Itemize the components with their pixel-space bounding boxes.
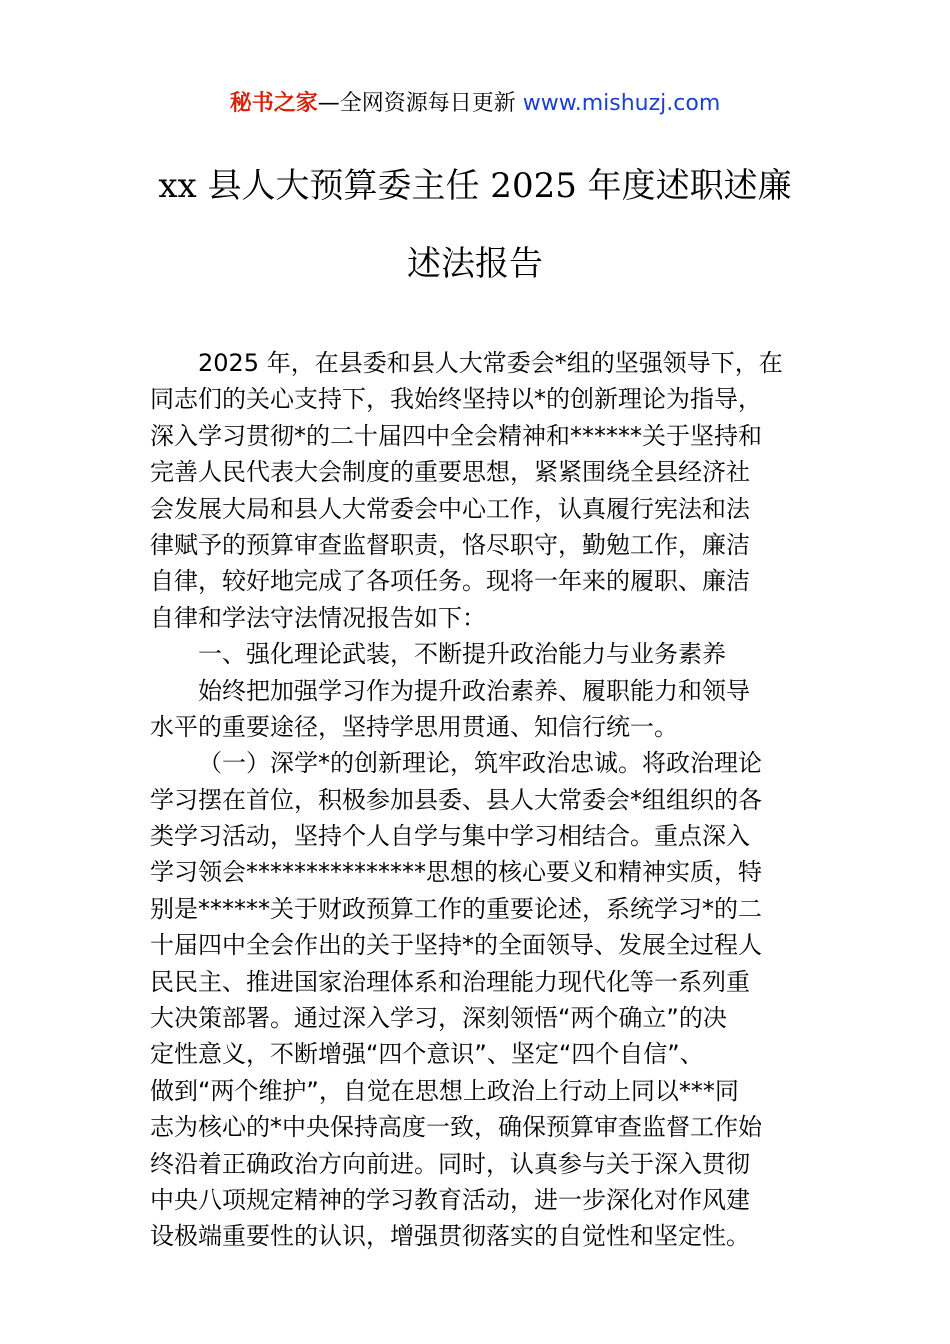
body-line: 类学习活动，坚持个人自学与集中学习相结合。重点深入 bbox=[150, 822, 750, 851]
site-url-link[interactable]: www.mishuzj.com bbox=[522, 91, 721, 116]
body-line: 中央八项规定精神的学习教育活动，进一步深化对作风建 bbox=[150, 1185, 750, 1214]
body-line: 律赋予的预算审查监督职责，恪尽职守，勤勉工作，廉洁 bbox=[150, 530, 750, 559]
body-line: 学习摆在首位，积极参加县委、县人大常委会*组组织的各 bbox=[150, 785, 762, 814]
body-line: 学习领会***************思想的核心要义和精神实质，特 bbox=[150, 858, 762, 887]
body-line: 会发展大局和县人大常委会中心工作，认真履行宪法和法 bbox=[150, 494, 750, 523]
body-line: 始终把加强学习作为提升政治素养、履职能力和领导 bbox=[198, 676, 750, 705]
document-body bbox=[150, 345, 808, 1255]
body-line: 民民主、推进国家治理体系和治理能力现代化等一系列重 bbox=[150, 967, 750, 996]
section-heading: 一、强化理论武装，不断提升政治能力与业务素养 bbox=[198, 640, 726, 669]
body-line: 大决策部署。通过深入学习，深刻领悟“两个确立”的决 bbox=[150, 1004, 727, 1033]
document-title bbox=[100, 160, 850, 290]
body-line: 终沿着正确政治方向前进。同时，认真参与关于深入贯彻 bbox=[150, 1149, 750, 1178]
site-header bbox=[0, 88, 950, 120]
body-line: 水平的重要途径，坚持学思用贯通、知信行统一。 bbox=[150, 712, 678, 741]
body-line: 深入学习贯彻*的二十届四中全会精神和******关于坚持和 bbox=[150, 421, 762, 450]
body-line: 别是******关于财政预算工作的重要论述，系统学习*的二 bbox=[150, 894, 762, 923]
body-line: 完善人民代表大会制度的重要思想，紧紧围绕全县经济社 bbox=[150, 458, 750, 487]
site-brand: 秘书之家 bbox=[229, 91, 318, 116]
body-line: 志为核心的*中央保持高度一致，确保预算审查监督工作始 bbox=[150, 1113, 762, 1142]
body-line: 十届四中全会作出的关于坚持*的全面领导、发展全过程人 bbox=[150, 931, 762, 960]
body-line: 设极端重要性的认识，增强贯彻落实的自觉性和坚定性。 bbox=[150, 1222, 750, 1251]
body-line: 自律和学法守法情况报告如下： bbox=[150, 603, 486, 632]
body-line: 同志们的关心支持下，我始终坚持以*的创新理论为指导， bbox=[150, 385, 762, 414]
body-line: 做到“两个维护”，自觉在思想上政治上行动上同以***同 bbox=[150, 1076, 739, 1105]
body-line: 定性意义，不断增强“四个意识”、坚定“四个自信”、 bbox=[150, 1040, 704, 1069]
body-line: 2025 年，在县委和县人大常委会*组的坚强领导下，在 bbox=[198, 349, 783, 377]
subsection-heading: （一）深学*的创新理论，筑牢政治忠诚。将政治理论 bbox=[198, 749, 762, 778]
site-slogan: —全网资源每日更新 bbox=[317, 91, 523, 116]
title-line-2: 述法报告 bbox=[407, 244, 543, 284]
body-line: 自律，较好地完成了各项任务。现将一年来的履职、廉洁 bbox=[150, 567, 750, 596]
title-line-1: xx 县人大预算委主任 2025 年度述职述廉 bbox=[158, 166, 792, 206]
